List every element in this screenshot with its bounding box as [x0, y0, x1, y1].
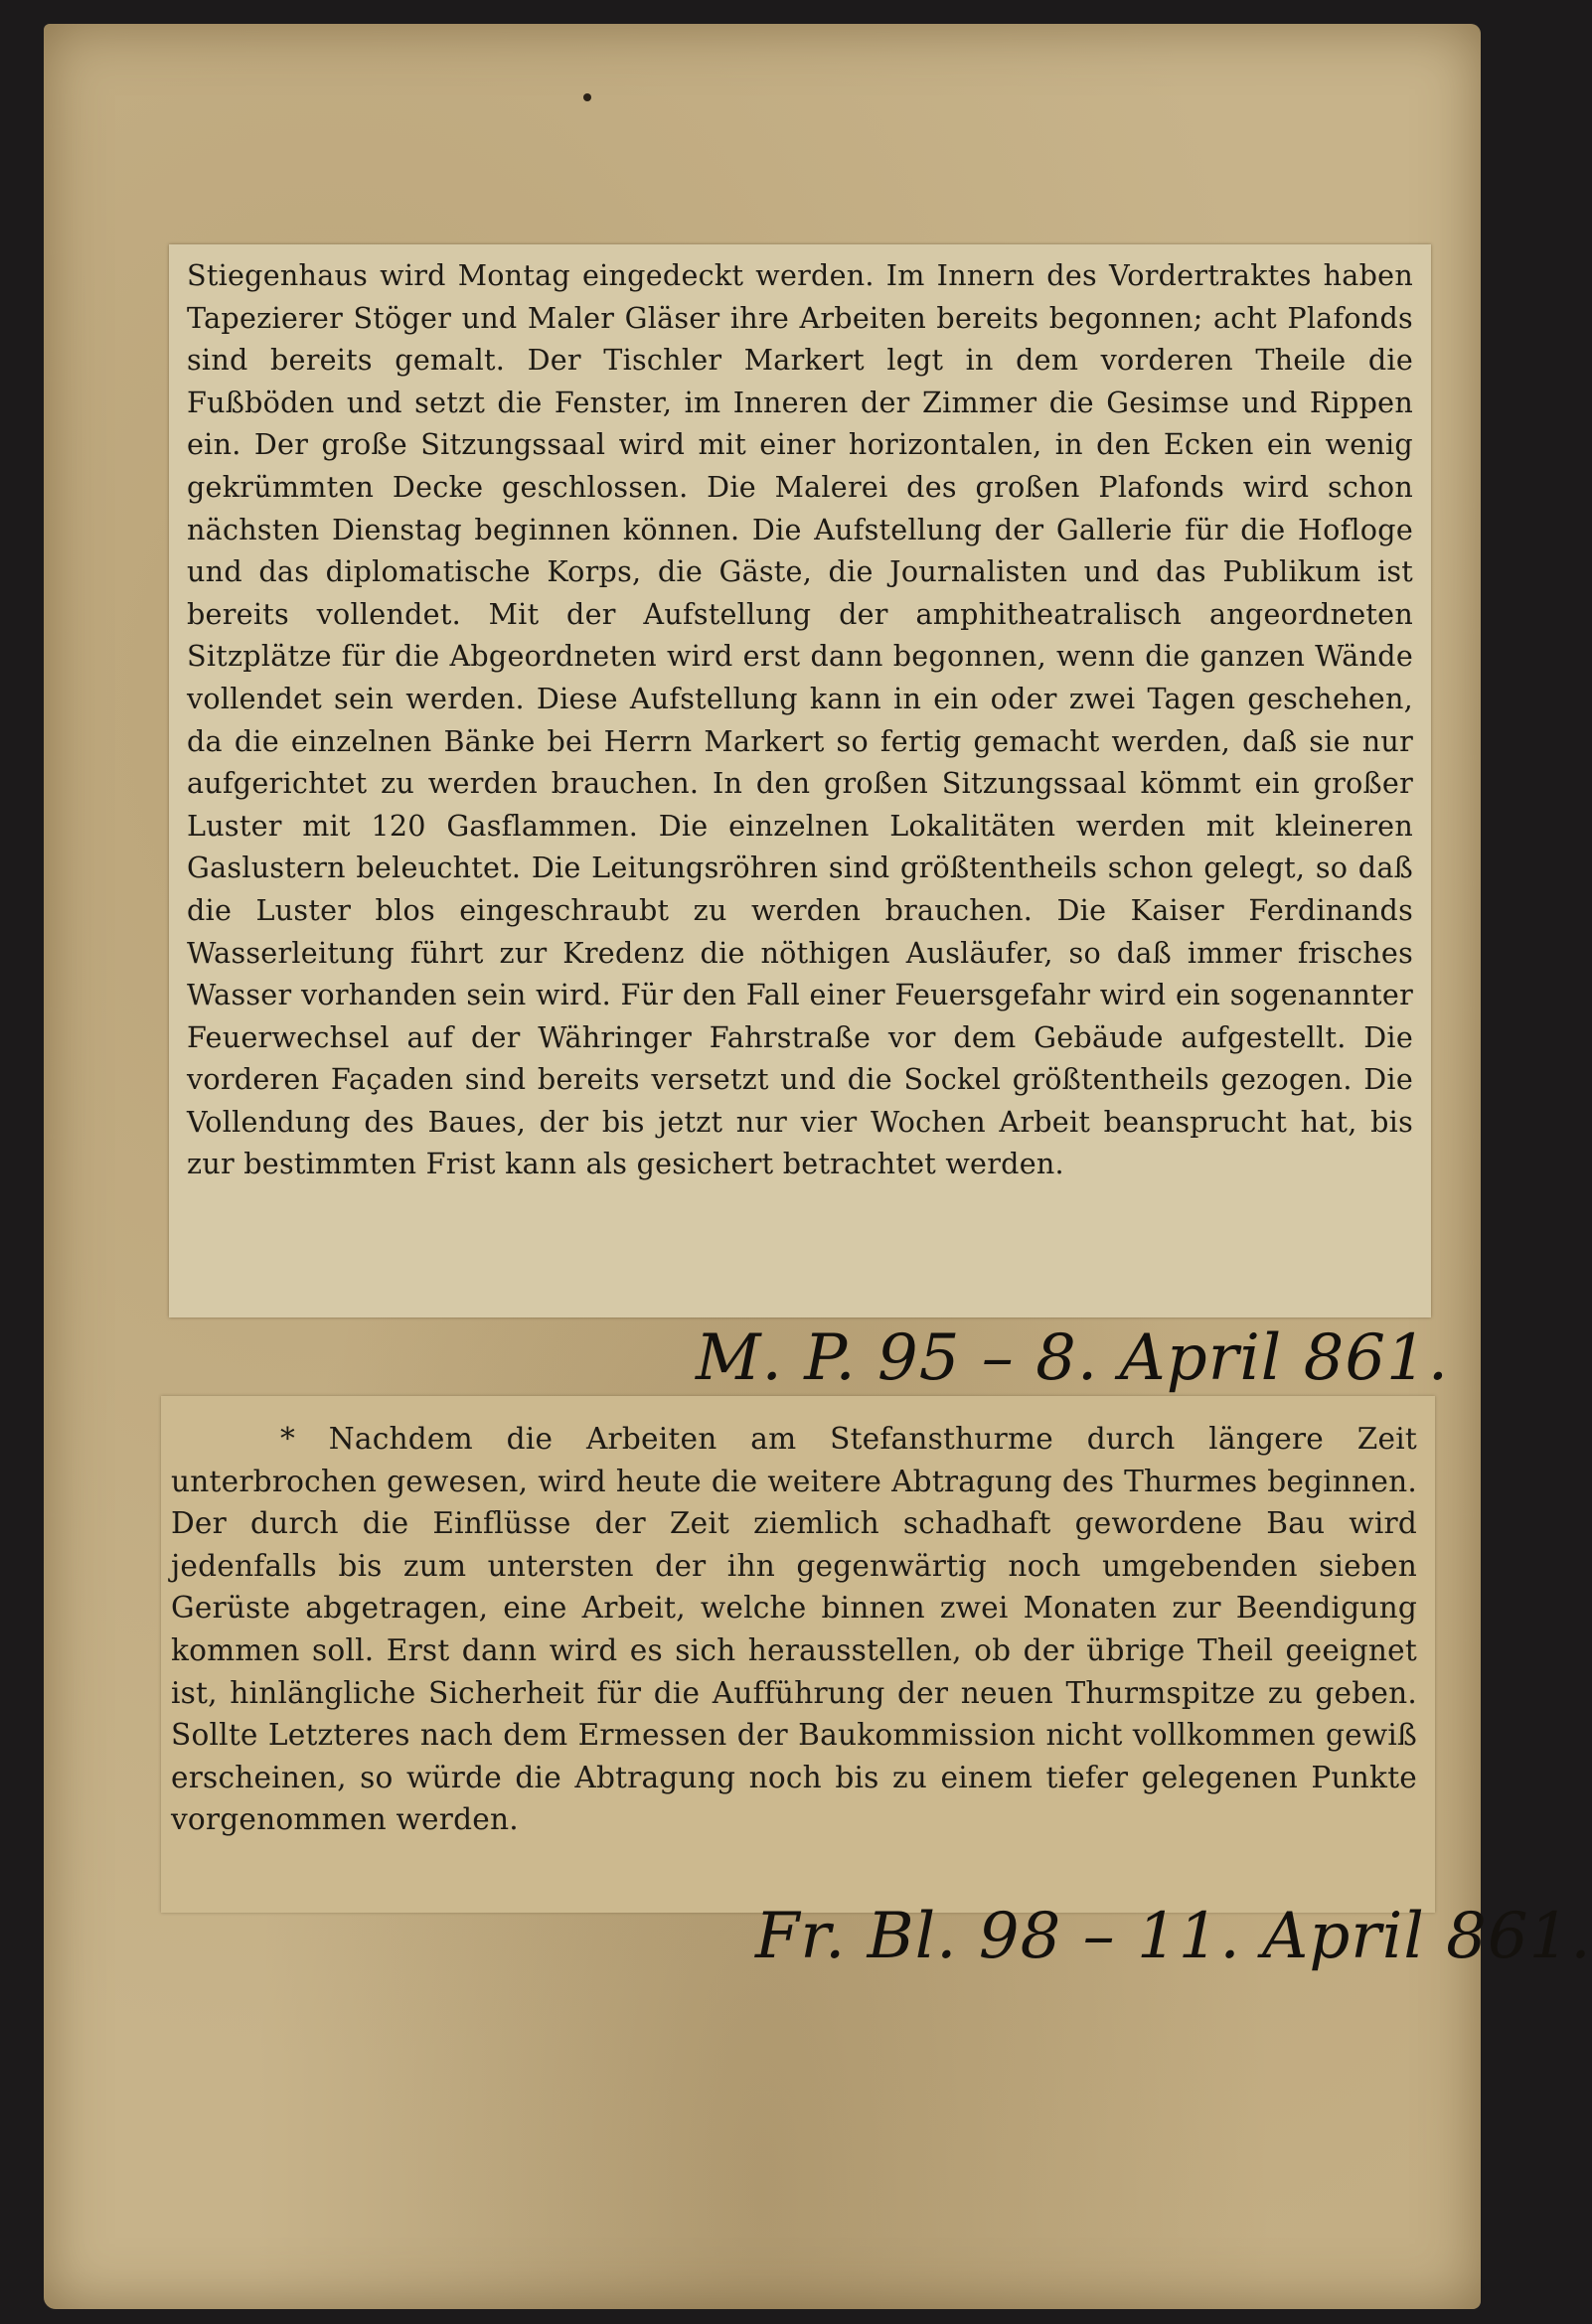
clipping-2-text: * Nachdem die Arbeiten am Stefansthurme durch längere Zeit unterbrochen gewesen, wird heute die weitere Abtragung des Thurmes beginnen. Der durch die Einflüsse der Zeit ziemlich schadhaft gewordene Bau wird jedenfalls bis zum untersten der ihn gegenwärtig noch umgebenden sieben Gerüste abgetragen, eine Arbeit, welche binnen zwei Monaten zur Beendigung kommen soll. Erst dann wird es sich herausstellen, ob der übrige Theil geeignet ist, hinlängliche Sicherheit für die Aufführung der neuen Thurmspitze zu geben. Sollte Letzteres nach dem Ermessen der Baukommission nicht vollkommen gewiß erscheinen, so würde die Abtragung noch bis zu einem tiefer gelegenen Punkte vorgenommen werden.: [171, 1422, 1417, 1837]
newspaper-clipping-stefansthurm: [161, 1396, 1435, 1913]
clipping-1-text: Stiegenhaus wird Montag eingedeckt werden. Im Innern des Vordertraktes haben Tapezierer Stöger und Maler Gläser ihre Arbeiten bereits begonnen; acht Plafonds sind bereits gemalt. Der Tischler Markert legt in dem vorderen Theile die Fußböden und setzt die Fenster, im Inneren der Zimmer die Gesimse und Rippen ein. Der große Sitzungssaal wird mit einer horizontalen, in den Ecken ein wenig gekrümmten Decke geschlossen. Die Malerei des großen Plafonds wird schon nächsten Dienstag beginnen können. Die Aufstellung der Gallerie für die Hofloge und das diplomatische Korps, die Gäste, die Journalisten und das Publikum ist bereits vollendet. Mit der Aufstellung der amphitheatralisch angeordneten Sitzplätze für die Abgeordneten wird erst dann begonnen, wenn die ganzen Wände vollendet sein werden. Diese Aufstellung kann in ein oder zwei Tagen geschehen, da die einzelnen Bänke bei Herrn Markert so fertig gemacht werden, daß sie nur aufgerichtet zu werden brauchen. In den großen Sitzungssaal kömmt ein großer Luster mit 120 Gasflammen. Die einzelnen Lokalitäten werden mit kleineren Gaslustern beleuchtet. Die Leitungsröhren sind größtentheils schon gelegt, so daß die Luster blos eingeschraubt zu werden brauchen. Die Kaiser Ferdinands Wasserleitung führt zur Kredenz die nöthigen Ausläufer, so daß immer frisches Wasser vorhanden sein wird. Für den Fall einer Feuersgefahr wird ein sogenannter Feuerwechsel auf der Währinger Fahrstraße vor dem Gebäude aufgestellt. Die vorderen Façaden sind bereits versetzt und die Sockel größtentheils gezogen. Die Vollendung des Baues, der bis jetzt nur vier Wochen Arbeit beansprucht hat, bis zur bestimmten Frist kann als gesichert betrachtet werden.: [187, 258, 1413, 1181]
page-spot: [583, 93, 591, 101]
newspaper-clipping-parliament-building: [169, 244, 1431, 1317]
handwritten-source-note-2: Fr. Bl. 98 – 11. April 861.: [755, 1900, 1592, 1973]
handwritten-source-note-1: M. P. 95 – 8. April 861.: [696, 1321, 1450, 1395]
